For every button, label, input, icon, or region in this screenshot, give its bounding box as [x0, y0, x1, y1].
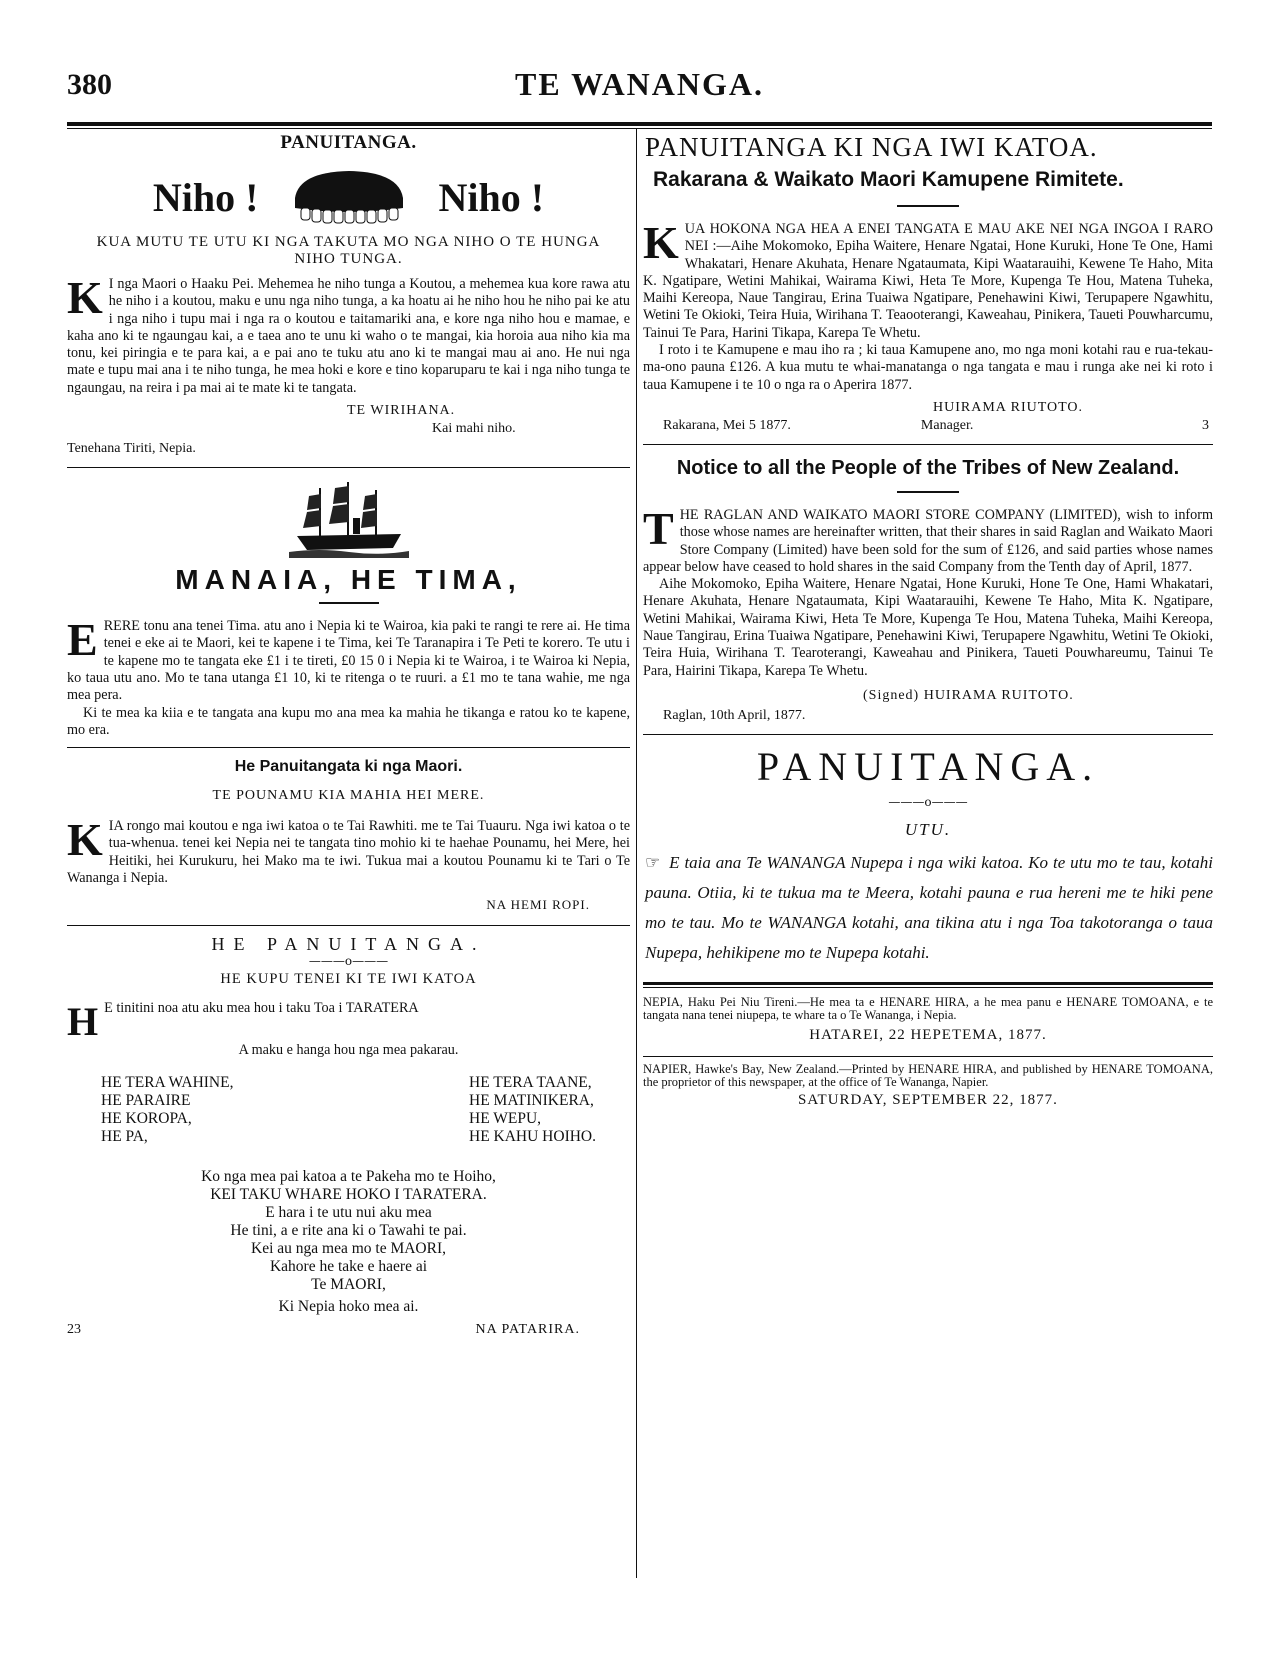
maori-company-notice [643, 169, 1213, 445]
maori-notice-manager: Manager. [920, 417, 974, 433]
toa-advertisement [67, 934, 630, 1337]
niho-word-left: Niho ! [152, 174, 259, 220]
column-divider [636, 128, 637, 1578]
english-notice-body-text: HE RAGLAN AND WAIKATO MAORI STORE COMPANY (LIMITED), wish to inform those whose names are hereinafter written, that their shares in said Raglan and Waikato Maori Store Company (Limited) have been sold for the sum of £126, and said parties whose names appear below have ceased to hold shares in the said Company from the Tenth day of April, 1877. [643, 506, 1213, 575]
english-notice-sign: (Signed) HUIRAMA RUITOTO. [863, 687, 1074, 703]
maori-notice-sign: HUIRAMA RIUTOTO. [933, 399, 1084, 415]
toa-product-list [67, 1074, 630, 1146]
manaia-dropcap: E [67, 614, 98, 666]
english-notice-body [643, 502, 1213, 576]
right-heading: PANUITANGA KI NGA IWI KATOA. [645, 132, 1098, 162]
section-rule [67, 467, 630, 468]
maori-notice-rule [897, 205, 959, 207]
imprint-maori-date: HATAREI, 22 HEPETEMA, 1877. [809, 1026, 1047, 1043]
toa-footer [67, 1322, 630, 1338]
list-item: HE TERA TAANE, [469, 1073, 592, 1091]
maori-notice-body2: I roto i te Kamupene e mau iho ra ; ki taua Kamupene ano, mo nga moni kotahi rau e rua-tekau-ma-ono pauna £126. A kua mutu te whai-manatanga o nga tangata e mau i runga ake nei ki roto i taua Kamupene i te 10 o nga ra o Aperira 1877. [643, 342, 1213, 393]
list-item: HE PA, [101, 1127, 148, 1145]
page-number: 380 [67, 68, 112, 101]
manaia-advertisement [67, 478, 630, 748]
imprint-rule [643, 982, 1213, 985]
list-item: HE KAHU HOIHO. [469, 1127, 596, 1145]
section-rule [643, 734, 1213, 735]
maori-notice-place-date: Rakarana, Mei 5 1877. [663, 417, 791, 433]
toa-list-right [469, 1074, 596, 1146]
english-notice-names: Aihe Mokomoko, Epiha Waitere, Henare Ngatai, Hone Kuruki, Hone Te One, Hami Whakatari, Henare Akuhata, Henare Ngataumata, Kipi Waatarauihi, Kewene Te Haho, Mita K. Ngatipare, Wetini Mahikai, Wairama Kiwi, Heta Te More, Kupenga Te Hou, Matena Tuheka, Maihi Kereopa, Naue Tangirau, Erina Tuaiwa Ngatipare, Penehawini Kiwi, Terupapere Ngawhitu, Wetini Te Okioki, Teira Huia, Wirihana T. Tearoterangi, Kaweahau and Pinikera, Taueti Pouwhareumu, Tainui Te Para, Hairini Tikapa, Karepa Te Whetu. [643, 576, 1213, 679]
toa-ornament: ———o——— [308, 954, 389, 969]
dentures-illustration [289, 168, 409, 226]
pounamu-dropcap: K [67, 814, 103, 866]
imprint-english-date: SATURDAY, SEPTEMBER 22, 1877. [798, 1091, 1058, 1108]
english-company-notice [643, 457, 1213, 735]
pounamu-body [67, 814, 630, 887]
pounamu-body-text: IA rongo mai koutou e nga iwi katoa o te Tai Rawhiti. me te Tai Tuauru. Nga iwi katoa o te tua-whenua. tenei kei Nepia nei te tangata tino mohio ki te haehae Pounamu, hei Mere, hei Heitiki, hei Kurukuru, hei Mako ma te iwi. Tukua mai a koutou Pounamu ki te Tari o Te Wananga i Nepia. [67, 818, 630, 887]
subscription-body-text: E taia ana Te WANANGA Nupepa i nga wiki katoa. Ko te utu mo te tau, kotahi pauna. Otiia, ki te tukua ma te Meera, kotahi pauna e rua hereni me te hiki pene mo te tau. Mo te WANANGA kotahi, ana tikina atu i nga Toa takotoranga o taua Nupepa, hehikipene mo te Nupepa kotahi. [645, 852, 1213, 962]
english-notice-dropcap: T [643, 502, 674, 554]
poem-line: Ki Nepia hoko mea ai. [278, 1297, 419, 1315]
right-column [643, 132, 1213, 1109]
poem-line: Ko nga mea pai katoa a te Pakeha mo te Hoiho, [201, 1167, 496, 1185]
maori-notice-body [643, 217, 1213, 342]
masthead [67, 66, 1212, 106]
toa-poem [67, 1168, 630, 1316]
toa-line2: A maku e hanga hou nga mea pakarau. [238, 1042, 459, 1059]
niho-body-text: I nga Maori o Haaku Pei. Mehemea he niho tunga a Koutou, a mehemea kua kore rawa atu he niho i a koutou, maku e unu nga niho tunga, a ka hoatu ai he niho hou he niho pai ke atu i nga niho i tupu mai i nga ra o koutou e taitamariki ana, e kore nga niho hou e mamae, e kaha ano ki te ngaungau kai, a e taea ano te unu ki waho o te mangai, kia horoia aua niho kia ma tonu, kei piringia e te para kai, a e pai ano te tuku atu ano ki te mangai mau ai ano. He nui nga mate e tupu mai ana i te niho tunga, he mea hoki e kore e tino koparuparu te kai i nga niho tunga te ngaungau, na reira i pa mai ai te mate ki te tangata. [67, 276, 630, 396]
maori-notice-num: 3 [1202, 417, 1209, 433]
toa-subhead: HE KUPU TENEI KI TE IWI KATOA [220, 971, 477, 988]
niho-sign-name: TE WIRIHANA. [347, 403, 456, 419]
manaia-body2: Ki te mea ka kiia e te tangata ana kupu mo ana mea ka mahia he tikanga e ratou ko te kapene, mo era. [67, 704, 630, 738]
left-column [67, 132, 630, 1338]
niho-address: Tenehana Tiriti, Nepia. [67, 441, 196, 457]
toa-footnum: 23 [67, 1321, 81, 1337]
poem-line: KEI TAKU WHARE HOKO I TARATERA. [210, 1185, 487, 1203]
toa-body-text: E tinitini noa atu aku mea hou i taku Toa i TARATERA [104, 1000, 419, 1017]
poem-line: E hara i te utu nui aku mea [265, 1203, 432, 1221]
imprint-maori: NEPIA, Haku Pei Niu Tireni.—He mea ta e HENARE HIRA, a he mea panu e HENARE TOMOANA, e te tangata nana tenei niupepa, te whare ta o Te Wananga, i Nepia. [643, 994, 1213, 1023]
niho-word-right: Niho ! [438, 174, 545, 220]
imprint [643, 996, 1213, 1109]
list-item: HE PARAIRE [101, 1091, 191, 1109]
imprint-rule-thin [643, 987, 1213, 988]
niho-dropcap: K [67, 272, 103, 323]
subscription-subhead: UTU. [904, 819, 952, 839]
english-notice-rule [897, 491, 959, 493]
toa-heading: HE PANUITANGA. [211, 934, 486, 955]
niho-sign-title: Kai mahi niho. [432, 421, 516, 437]
toa-sign: NA PATARIRA. [475, 1321, 580, 1337]
manaia-rule [319, 602, 379, 604]
masthead-rule-thin [67, 128, 1212, 129]
maori-notice-title: Rakarana & Waikato Maori Kamupene Rimitete. [653, 168, 1124, 191]
section-rule [67, 747, 630, 748]
toa-list-left [101, 1074, 233, 1146]
subscription-ornament: ———o——— [888, 794, 968, 809]
list-item: HE KOROPA, [101, 1109, 192, 1127]
section-rule [643, 444, 1213, 445]
pounamu-subhead: TE POUNAMU KIA MAHIA HEI MERE. [212, 788, 485, 804]
paper-title: TE WANANGA. [515, 66, 764, 102]
subscription-notice [643, 743, 1213, 988]
imprint-english: NAPIER, Hawke's Bay, New Zealand.—Printed by HENARE HIRA, and published by HENARE TOMOANA, the proprietor of this newspaper, at the office of Te Wananga, Napier. [643, 1061, 1213, 1090]
pounamu-heading: He Panuitangata ki nga Maori. [234, 758, 463, 776]
masthead-rule [67, 122, 1212, 126]
poem-line: Te MAORI, [311, 1275, 386, 1293]
imprint-divider [643, 1056, 1213, 1057]
subscription-heading: PANUITANGA. [756, 743, 1100, 789]
list-item: HE MATINIKERA, [469, 1091, 594, 1109]
maori-notice-dropcap: K [643, 217, 679, 268]
pounamu-advertisement [67, 758, 630, 926]
niho-heading: PANUITANGA. [280, 132, 417, 153]
list-item: HE TERA WAHINE, [101, 1073, 234, 1091]
list-item: HE WEPU, [469, 1109, 542, 1127]
niho-subhead: KUA MUTU TE UTU KI NGA TAKUTA MO NGA NIHO O TE HUNGA NIHO TUNGA. [96, 234, 601, 267]
niho-body [67, 272, 630, 397]
toa-dropcap: H [67, 999, 99, 1045]
steamship-illustration [289, 478, 409, 558]
maori-notice-footer [643, 418, 1213, 434]
english-notice-title: Notice to all the People of the Tribes of New Zealand. [676, 456, 1180, 479]
subscription-body [643, 848, 1213, 968]
niho-advertisement [67, 132, 630, 468]
maori-notice-body-text: UA HOKONA NGA HEA A ENEI TANGATA E MAU AKE NEI NGA INGOA I RARO NEI :—Aihe Mokomoko, Epiha Waitere, Henare Ngatai, Hone Kuruki, Hone Te One, Hami Whakatari, Henare Akuhata, Henare Ngataumata, Kipi Waatarauihi, Kewene Te Haho, Mita K. Ngatipare, Wetini Mahikai, Wairama Kiwi, Heta Te More, Kupenga Te Hou, Matena Tuheka, Maihi Kereopa, Naue Tangirau, Erina Tuaiwa Ngatipare, Penehawini Kiwi, Terupapere Ngawhitu, Wetini Te Okioki, Teira Huia, Wirihana T. Teaooterangi, Kaweahau, Pinikera, Taueti Pouwharcumu, Tainui Te Para, Harini Tikapa, Karepa Te Whetu. [643, 221, 1213, 341]
manaia-body-text: RERE tonu ana tenei Tima. atu ano i Nepia ki te Wairoa, kia paki te rangi te rere ai. He tima tenei e eke ai te Maori, kei te kapene i te Tima, kei Te Taranapira i Te Peti te korero. Te utu i te kapene mo te tangata eke £1 i te tireti, £0 15 0 i Nepia ki te Wairoa, i te Wairoa ki Nepia, ko taua utu ano. Mo te tana utanga £1 10, ki te ritenga o te ruuri. a £1 mo te tana wahie, me nga mea pera. [67, 618, 630, 704]
pounamu-sign: NA HEMI ROPI. [486, 897, 590, 913]
poem-line: Kei au nga mea mo te MAORI, [251, 1239, 446, 1257]
section-rule [67, 925, 630, 926]
manaia-heading: MANAIA, HE TIMA, [175, 564, 522, 596]
niho-title-row [67, 168, 630, 226]
english-notice-place-date: Raglan, 10th April, 1877. [663, 707, 806, 723]
poem-line: Kahore he take e haere ai [269, 1257, 428, 1275]
manaia-body [67, 614, 630, 704]
pointing-hand-icon: ☞ [645, 852, 661, 872]
toa-body [67, 999, 630, 1045]
poem-line: He tini, a e rite ana ki o Tawahi te pai. [230, 1221, 467, 1239]
